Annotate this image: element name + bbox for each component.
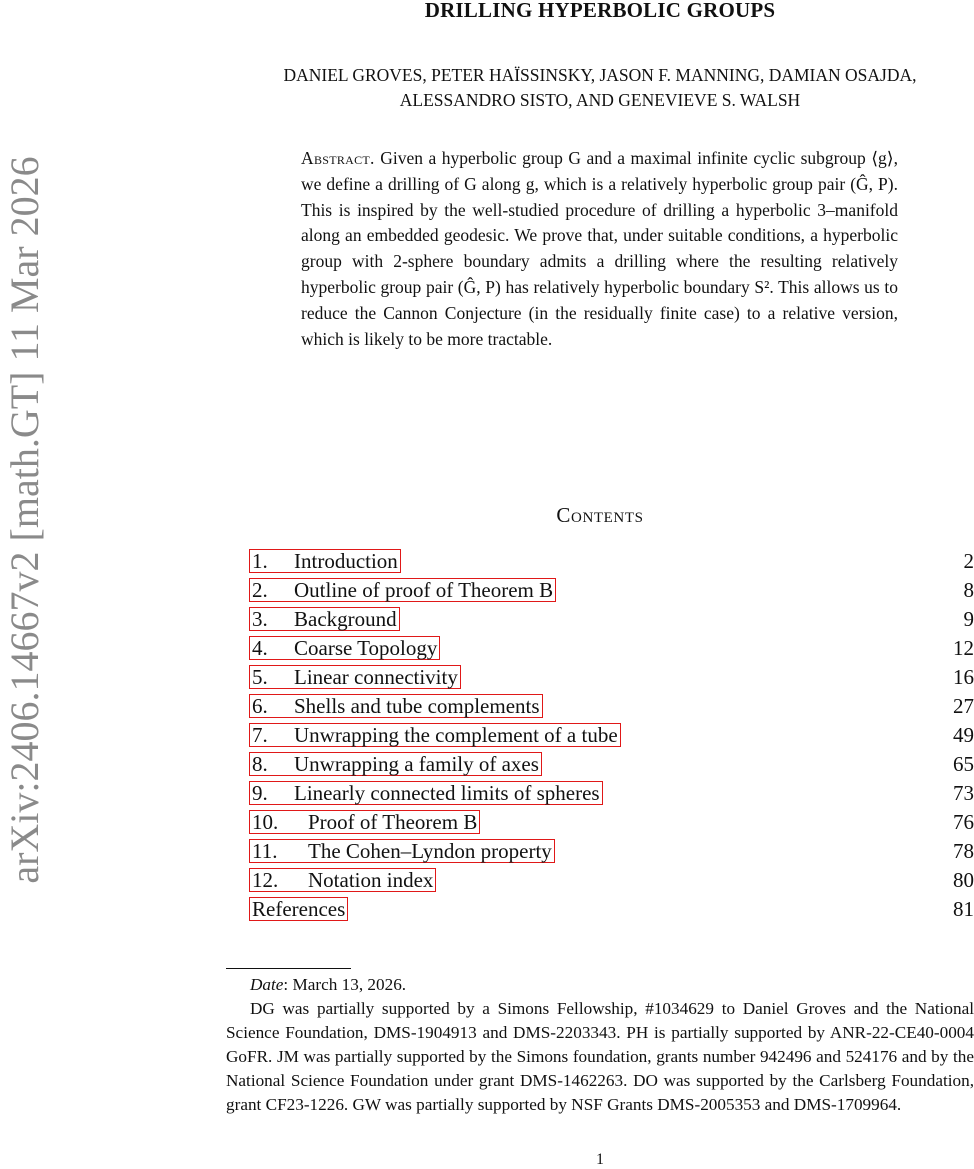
date-value: : March 13, 2026.: [283, 975, 406, 994]
abstract: [301, 146, 898, 352]
toc-link-linearly-connected-limits[interactable]: [249, 781, 603, 805]
toc-link-notation-index[interactable]: [249, 868, 436, 892]
toc-label: Unwrapping the complement of a tube: [294, 723, 618, 747]
toc-label: Unwrapping a family of axes: [294, 752, 539, 776]
toc-label: Outline of proof of Theorem B: [294, 578, 553, 602]
toc-label: Linearly connected limits of spheres: [294, 781, 600, 805]
toc-page-number: 49: [953, 721, 974, 749]
author-list: [226, 63, 974, 113]
paper-title: DRILLING HYPERBOLIC GROUPS: [226, 0, 974, 23]
toc-entry: [249, 721, 974, 750]
toc-link-coarse-topology[interactable]: [249, 636, 440, 660]
table-of-contents: [249, 547, 974, 924]
toc-entry: [249, 576, 974, 605]
toc-page-number: 27: [953, 692, 974, 720]
author-line: DANIEL GROVES, PETER HAÏSSINSKY, JASON F. MANNING, DAMIAN OSAJDA,: [226, 63, 974, 88]
toc-link-cohen-lyndon-property[interactable]: [249, 839, 555, 863]
toc-label: Proof of Theorem B: [308, 810, 477, 834]
toc-number: 11.: [252, 840, 308, 862]
footnotes: [226, 973, 974, 1117]
toc-entry: [249, 547, 974, 576]
arxiv-identifier-stamp: arXiv:2406.14667v2 [math.GT] 11 Mar 2026: [0, 120, 50, 920]
footnote-divider: [226, 968, 351, 969]
toc-label: Coarse Topology: [294, 636, 437, 660]
toc-label: References: [252, 897, 345, 921]
toc-entry: [249, 605, 974, 634]
toc-number: 1.: [252, 550, 294, 572]
toc-entry: [249, 634, 974, 663]
toc-page-number: 80: [953, 866, 974, 894]
toc-page-number: 16: [953, 663, 974, 691]
toc-page-number: 76: [953, 808, 974, 836]
toc-number: 10.: [252, 811, 308, 833]
toc-label: Background: [294, 607, 397, 631]
toc-number: 8.: [252, 753, 294, 775]
toc-number: 2.: [252, 579, 294, 601]
toc-number: 3.: [252, 608, 294, 630]
toc-number: 12.: [252, 869, 308, 891]
toc-number: 4.: [252, 637, 294, 659]
toc-entry: [249, 663, 974, 692]
toc-number: 5.: [252, 666, 294, 688]
toc-entry: [249, 692, 974, 721]
toc-entry: [249, 895, 974, 924]
abstract-label: Abstract.: [301, 148, 375, 168]
toc-link-unwrapping-complement-of-tube[interactable]: [249, 723, 621, 747]
toc-entry: [249, 808, 974, 837]
toc-page-number: 2: [964, 547, 974, 575]
toc-link-introduction[interactable]: [249, 549, 401, 573]
toc-link-proof-of-theorem-b[interactable]: [249, 810, 480, 834]
toc-link-shells-and-tube-complements[interactable]: [249, 694, 543, 718]
toc-link-outline-of-proof[interactable]: [249, 578, 556, 602]
toc-number: 9.: [252, 782, 294, 804]
abstract-text: Given a hyperbolic group G and a maximal infinite cyclic subgroup ⟨g⟩, we define a drilling of G along g, which is a relatively hyperbolic group pair (Ĝ, P). This is inspired by the well-studied procedure of drilling a hyperbolic 3–manifold along an embedded geodesic. We prove that, under suitable conditions, a hyperbolic group with 2-sphere boundary admits a drilling where the resulting relatively hyperbolic group pair (Ĝ, P) has relatively hyperbolic boundary S². This allows us to reduce the Cannon Conjecture (in the residually finite case) to a relative version, which is likely to be more tractable.: [301, 148, 898, 349]
toc-page-number: 73: [953, 779, 974, 807]
author-line: ALESSANDRO SISTO, AND GENEVIEVE S. WALSH: [226, 88, 974, 113]
toc-page-number: 8: [964, 576, 974, 604]
toc-label: Linear connectivity: [294, 665, 458, 689]
toc-number: 6.: [252, 695, 294, 717]
toc-entry: [249, 837, 974, 866]
toc-entry: [249, 750, 974, 779]
toc-entry: [249, 866, 974, 895]
toc-label: Notation index: [308, 868, 433, 892]
toc-entry: [249, 779, 974, 808]
toc-page-number: 65: [953, 750, 974, 778]
toc-page-number: 9: [964, 605, 974, 633]
toc-label: Introduction: [294, 549, 398, 573]
toc-link-linear-connectivity[interactable]: [249, 665, 461, 689]
date-footnote: [226, 973, 974, 997]
toc-page-number: 78: [953, 837, 974, 865]
funding-footnote: DG was partially supported by a Simons Fellowship, #1034629 to Daniel Groves and the National Science Foundation, DMS-1904913 and DMS-2203343. PH is partially supported by ANR-22-CE40-0004 GoFR. JM was partially supported by the Simons foundation, grants number 942496 and 524176 and by the National Science Foundation under grant DMS-1462263. DO was supported by the Carlsberg Foundation, grant CF23-1226. GW was partially supported by NSF Grants DMS-2005353 and DMS-1709964.: [226, 997, 974, 1117]
toc-link-unwrapping-family-of-axes[interactable]: [249, 752, 542, 776]
toc-page-number: 12: [953, 634, 974, 662]
date-label: Date: [250, 975, 283, 994]
toc-label: The Cohen–Lyndon property: [308, 839, 552, 863]
contents-heading: Contents: [226, 503, 974, 528]
toc-page-number: 81: [953, 895, 974, 923]
toc-link-background[interactable]: [249, 607, 400, 631]
toc-number: 7.: [252, 724, 294, 746]
page-number: 1: [0, 1151, 974, 1169]
toc-label: Shells and tube complements: [294, 694, 540, 718]
toc-link-references[interactable]: [249, 897, 348, 921]
